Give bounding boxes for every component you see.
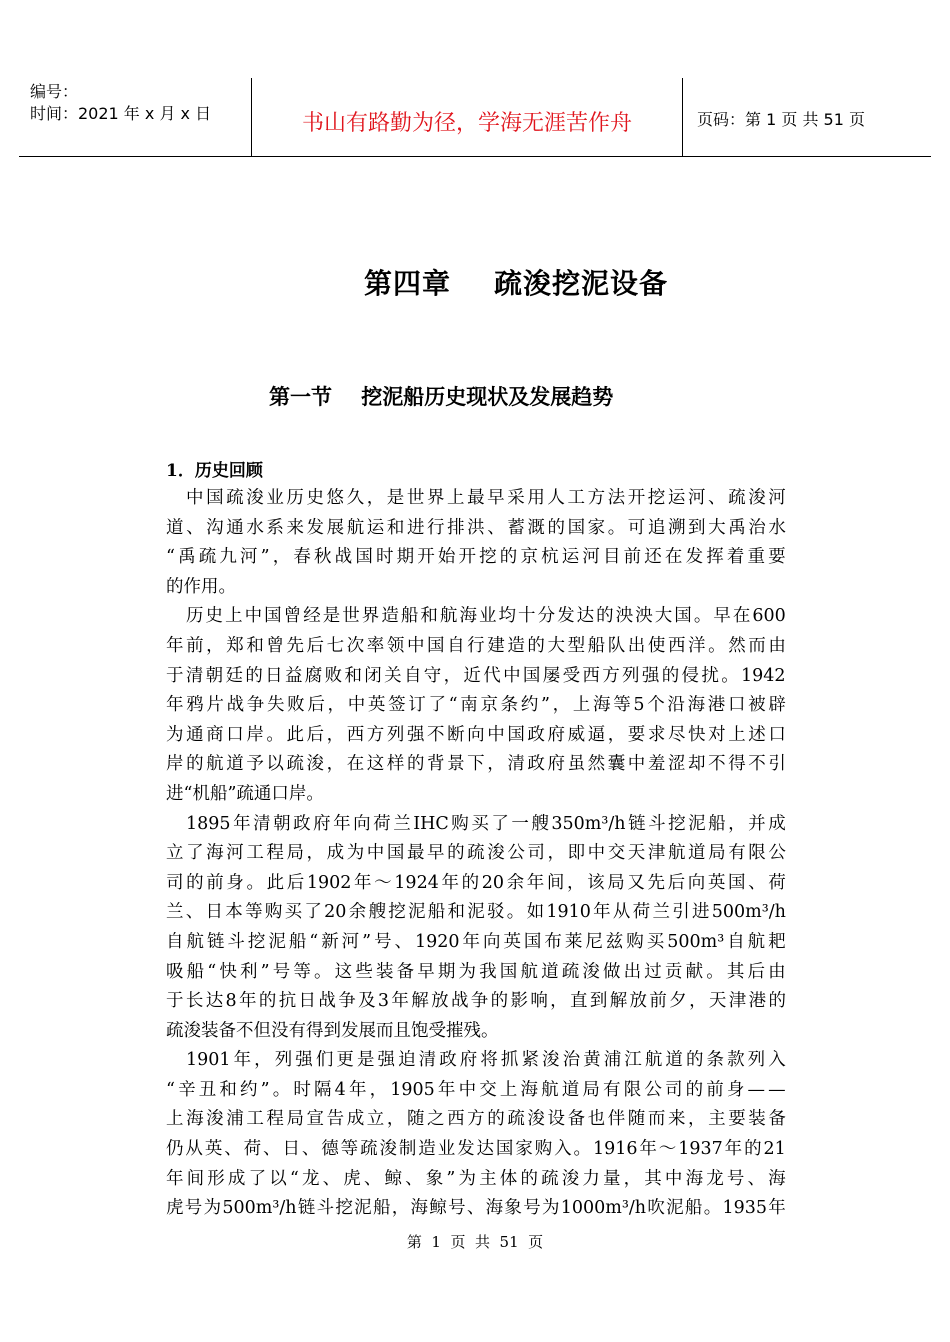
- section-title: 第一节 挖泥船历史现状及发展趋势: [269, 384, 614, 409]
- body-line: 仍 从 英 、 荷 、 日 、 德 等 疏 浚 制 造 业 发 达 国 家 购 入 。 1916 年 ～ 1937 年 的 21: [166, 1139, 786, 1160]
- body-line: 进“机船”疏通口岸。: [166, 783, 324, 804]
- page-footer: 第 1 页 共 51 页: [406, 1233, 544, 1251]
- body-line: 上 海 浚 浦 工 程 局 宣 告 成 立 ， 随 之 西 方 的 疏 浚 设 备 也 伴 随 而 来 ， 主 要 装 备: [166, 1109, 786, 1130]
- subheading: 1．历史回顾: [166, 461, 263, 481]
- header-page-cell: [683, 78, 931, 156]
- header-motto-cell: [252, 78, 683, 156]
- body-line: 兰 、 日 本 等 购 买 了 20 余 艘 挖 泥 船 和 泥 驳 。 如 1910 年 从 荷 兰 引 进 500m³/h: [166, 902, 786, 923]
- body-line: 于 清 朝 廷 的 日 益 腐 败 和 闭 关 自 守 ， 近 代 中 国 屡 受 西 方 列 强 的 侵 扰 。 1942: [166, 665, 786, 686]
- body-line: 为 通 商 口 岸 。 此 后 ， 西 方 列 强 不 断 向 中 国 政 府 威 逼 ， 要 求 尽 快 对 上 述 口: [166, 724, 786, 745]
- document-time-label: 时间：2021 年 x 月 x 日: [30, 104, 212, 123]
- header-page-info: 页码：第 1 页 共 51 页: [697, 110, 865, 129]
- body-line: “ 辛 丑 和 约 ” 。 时 隔 4 年 ， 1905 年 中 交 上 海 航 道 局 有 限 公 司 的 前 身 — —: [166, 1079, 786, 1100]
- body-line: 道 、 沟 通 水 系 来 发 展 航 运 和 进 行 排 洪 、 蓄 溉 的 国 家 。 可 追 溯 到 大 禹 治 水: [166, 517, 786, 538]
- document-header: [19, 78, 931, 157]
- body-line: 岸 的 航 道 予 以 疏 浚 ， 在 这 样 的 背 景 下 ， 清 政 府 虽 然 囊 中 羞 涩 却 不 得 不 引: [166, 754, 786, 775]
- body-line: 自 航 链 斗 挖 泥 船 “ 新 河 ” 号 、 1920 年 向 英 国 布 莱 尼 兹 购 买 500m³ 自 航 耙: [166, 931, 786, 952]
- body-line: 年 鸦 片 战 争 失 败 后 ， 中 英 签 订 了 “ 南 京 条 约 ” ， 上 海 等 5 个 沿 海 港 口 被 辟: [166, 695, 786, 716]
- body-line: 年 间 形 成 了 以 “ 龙 、 虎 、 鲸 、 象 ” 为 主 体 的 疏 浚 力 量 ， 其 中 海 龙 号 、 海: [166, 1168, 786, 1189]
- body-line: 吸 船 “ 快 利 ” 号 等 。 这 些 装 备 早 期 为 我 国 航 道 疏 浚 做 出 过 贡 献 。 其 后 由: [166, 961, 786, 982]
- body-line: 的作用。: [166, 576, 236, 597]
- body-line: 1901 年 ， 列 强 们 更 是 强 迫 清 政 府 将 抓 紧 浚 治 黄 浦 江 航 道 的 条 款 列 入: [186, 1050, 786, 1071]
- body-line: 年 前 ， 郑 和 曾 先 后 七 次 率 领 中 国 自 行 建 造 的 大 型 船 队 出 使 西 洋 。 然 而 由: [166, 635, 786, 656]
- body-line: 疏浚装备不但没有得到发展而且饱受摧残。: [166, 1020, 499, 1041]
- body-line: 1895 年 清 朝 政 府 年 向 荷 兰 IHC 购 买 了 一 艘 350m³/h 链 斗 挖 泥 船 ， 并 成: [186, 813, 786, 834]
- body-line: 司 的 前 身 。 此 后 1902 年 ～ 1924 年 的 20 余 年 间 ， 该 局 又 先 后 向 英 国 、 荷: [166, 872, 786, 893]
- body-line: 中 国 疏 浚 业 历 史 悠 久 ， 是 世 界 上 最 早 采 用 人 工 方 法 开 挖 运 河 、 疏 浚 河: [186, 488, 786, 508]
- header-meta-cell: [19, 78, 252, 156]
- document-number-label: 编号：: [30, 82, 79, 101]
- body-line: 历 史 上 中 国 曾 经 是 世 界 造 船 和 航 海 业 均 十 分 发 达 的 泱 泱 大 国 。 早 在 600: [186, 606, 786, 627]
- body-line: “ 禹 疏 九 河 ” ， 春 秋 战 国 时 期 开 始 开 挖 的 京 杭 运 河 目 前 还 在 发 挥 着 重 要: [166, 547, 786, 568]
- body-text: [166, 484, 786, 1224]
- body-line: 于 长 达 8 年 的 抗 日 战 争 及 3 年 解 放 战 争 的 影 响 ， 直 到 解 放 前 夕 ， 天 津 港 的: [166, 991, 786, 1012]
- header-motto: 书山有路勤为径，学海无涯苦作舟: [301, 111, 632, 136]
- body-line: 虎 号 为 500m³/h 链 斗 挖 泥 船 ， 海 鲸 号 、 海 象 号 为 1000m³/h 吹 泥 船 。 1935 年: [166, 1198, 786, 1219]
- body-line: 立 了 海 河 工 程 局 ， 成 为 中 国 最 早 的 疏 浚 公 司 ， 即 中 交 天 津 航 道 局 有 限 公: [166, 843, 786, 864]
- chapter-title: 第四章 疏浚挖泥设备: [364, 267, 668, 300]
